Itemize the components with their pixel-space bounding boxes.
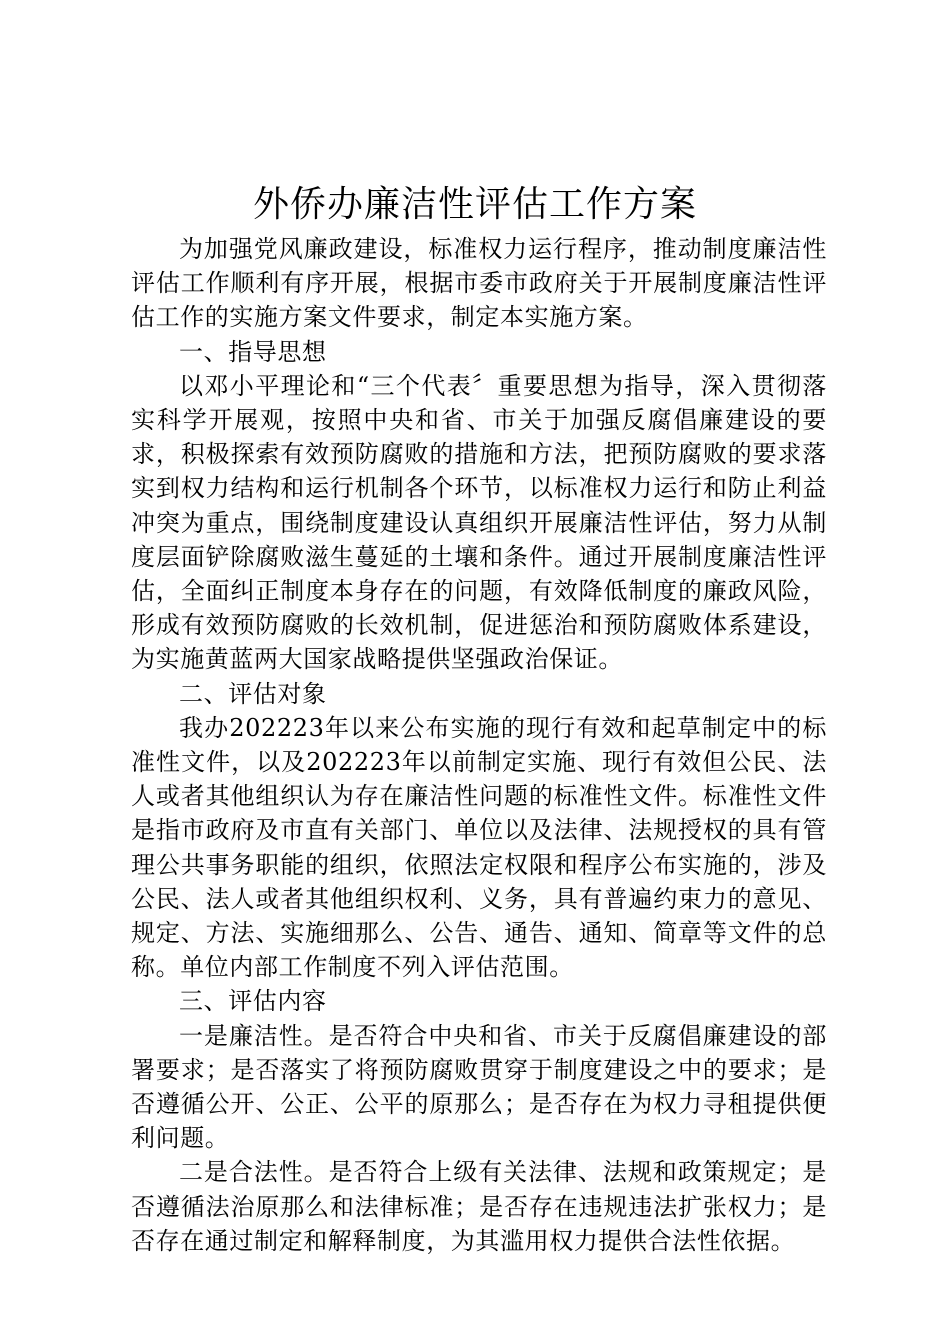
integrity-criteria-paragraph: 一是廉洁性。是否符合中央和省、市关于反腐倡廉建设的部署要求；是否落实了将预防腐败贯穿于制度建设之中的要求；是否遵循公开、公正、公平的原那么；是否存在为权力寻租提供便利问题。	[131, 1021, 827, 1153]
section-heading-guiding-thought: 一、指导思想	[179, 337, 327, 366]
section-heading-evaluation-content: 三、评估内容	[179, 987, 327, 1016]
document-title: 外侨办廉洁性评估工作方案	[252, 184, 697, 225]
document-body	[131, 232, 827, 1258]
guiding-thought-paragraph: 以邓小平理论和“三个代表〞重要思想为指导，深入贯彻落实科学开展观，按照中央和省、市关于加强反腐倡廉建设的要求，积极探索有效预防腐败的措施和方法，把预防腐败的要求落实到权力结构和运行机制各个环节，以标准权力运行和防止利益冲突为重点，围绕制度建设认真组织开展廉洁性评估，努力从制度层面铲除腐败滋生蔓延的土壤和条件。通过开展制度廉洁性评估，全面纠正制度本身存在的问题，有效降低制度的廉政风险，形成有效预防腐败的长效机制，促进惩治和预防腐败体系建设，为实施黄蓝两大国家战略提供坚强政治保证。	[131, 371, 827, 674]
section-heading-evaluation-target: 二、评估对象	[179, 679, 327, 708]
legality-criteria-paragraph: 二是合法性。是否符合上级有关法律、法规和政策规定；是否遵循法治原那么和法律标准；是否存在违规违法扩张权力；是否存在通过制定和解释制度，为其滥用权力提供合法性依据。	[131, 1158, 827, 1255]
intro-paragraph: 为加强党风廉政建设，标准权力运行程序，推动制度廉洁性评估工作顺利有序开展，根据市委市政府关于开展制度廉洁性评估工作的实施方案文件要求，制定本实施方案。	[131, 235, 827, 332]
evaluation-target-paragraph: 我办202223年以来公布实施的现行有效和起草制定中的标准性文件，以及202223年以前制定实施、现行有效但公民、法人或者其他组织认为存在廉洁性问题的标准性文件。标准性文件是指市政府及市直有关部门、单位以及法律、法规授权的具有管理公共事务职能的组织，依照法定权限和程序公布实施的，涉及公民、法人或者其他组织权利、义务，具有普遍约束力的意见、规定、方法、实施细那么、公告、通告、通知、简章等文件的总称。单位内部工作制度不列入评估范围。	[131, 713, 827, 982]
